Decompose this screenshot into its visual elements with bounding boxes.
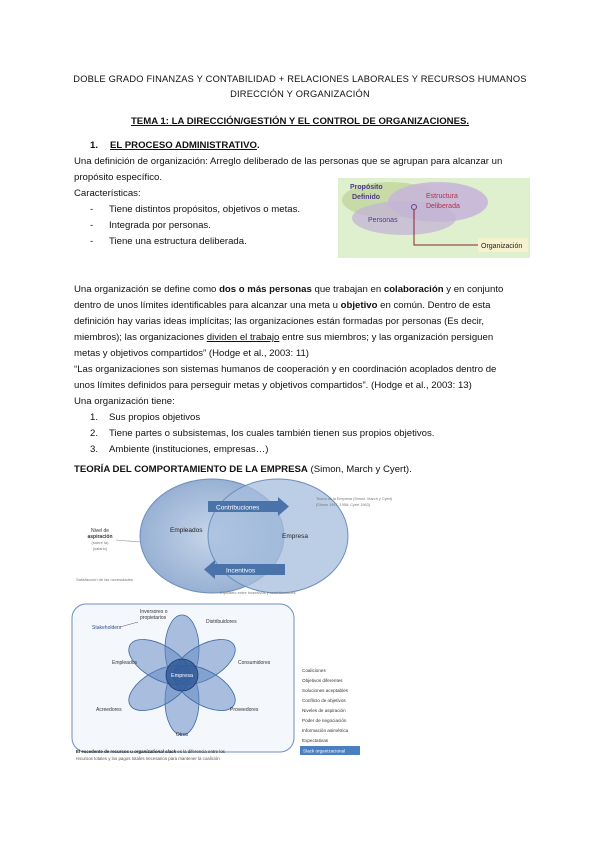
caption-bottom: Equilibrio entre incentivos y contribuciones [220,590,296,595]
label-otros: Otros [175,732,189,738]
label-nivel-4: (salario) [92,546,108,551]
legend-highlight: Slack organizacional [303,748,346,754]
characteristic-item [90,202,301,218]
legend-item: Coaliciones [302,668,326,673]
caption-1a: El excedente de recursos u [76,749,135,754]
incentives-contributions-diagram [70,476,420,598]
item-number: 2. [90,428,99,439]
label-inversores-1: Inversores o [140,609,168,615]
legend-item: Soluciones aceptables [302,688,348,693]
legend-item: Información asimétrica [302,728,349,733]
label-estructura: Estructura [426,193,458,200]
legend-item: Conflicto de objetivos [302,698,346,703]
legend-item: Poder de negociación [302,718,347,723]
label-nivel-1: Nivel de [90,528,110,534]
text-span: dentro de unos límites identificables para alcanzar una meta u [74,300,341,311]
tiene-label: Una organización tiene: [74,396,175,407]
legend-list [300,668,360,755]
characteristic-text: Tiene una estructura deliberada. [109,236,247,247]
label-nivel-2: aspiración [87,534,113,540]
label-proposito: Propósito [350,184,383,191]
section-title [110,138,260,154]
paragraph-line [74,330,493,346]
characteristics-label: Características: [74,188,141,199]
text-span: Una organización se define como [74,284,220,295]
quote-line: unos límites definidos para perseguir metas y objetivos compartidos”. (Hodge et al., 2003: 13) [74,380,472,391]
numbered-item [90,442,269,458]
note-right-2: (Simon 1947, 1958; Cyert 1963) [316,503,371,507]
label-stakeholders: Stakeholders [92,625,122,631]
item-number: 3. [90,444,99,455]
text-span: y en conjunto [443,284,504,295]
legend-item: Objetivos diferentes [302,678,343,683]
quote-line: “Las organizaciones son sistemas humanos de cooperación y en coordinación acoplados dentro de [74,364,497,375]
label-empresa: Empresa [282,533,309,540]
text-span: entre sus miembros; y las organización persiguen [279,332,494,343]
tema-title: TEMA 1: LA DIRECCIÓN/GESTIÓN Y EL CONTROL DE ORGANIZACIONES. [130,116,470,127]
section-number: 1. [90,140,99,151]
bold-span: dos o más personas [219,284,312,295]
teoria-title-rest: (Simon, March y Cyert). [307,464,412,475]
course-subject: DIRECCIÓN Y ORGANIZACIÓN [230,89,370,99]
bold-span: objetivo [340,300,378,311]
organization-venn-diagram [338,178,530,258]
item-text: Ambiente (instituciones, empresas…) [109,444,269,455]
bullet: - [90,236,94,247]
item-number: 1. [90,412,99,423]
caption-line-1 [76,749,226,754]
section-title-text: EL PROCESO ADMINISTRATIVO [110,140,257,151]
caption-line-2: recursos totales y los pagos totales necesarios para mantener la coalición [76,756,220,761]
label-empleados: Empleados [112,660,138,666]
characteristic-text: Integrada por personas. [109,220,211,231]
label-distribuidores: Distribuidores [206,619,237,625]
teoria-title-bold: TEORÍA DEL COMPORTAMIENTO DE LA EMPRESA [74,464,308,475]
nivel-connector [116,540,140,542]
label-organizacion: Organización [481,243,523,250]
paragraph-line: definición hay varias ideas implícitas; las organizaciones están formadas por personas (Es decir, [74,316,485,327]
bullet: - [90,204,94,215]
bullet: - [90,220,94,231]
course-title: DOBLE GRADO FINANZAS Y CONTABILIDAD + RELACIONES LABORALES Y RECURSOS HUMANOS [73,74,527,84]
text-span: miembros); las organizaciones [74,332,207,343]
definition-line-2: propósito específico. [74,172,162,183]
numbered-item [90,426,435,442]
text-span: que trabajan en [311,284,384,295]
item-text: Tiene partes o subsistemas, los cuales también tienen sus propios objetivos. [109,428,435,439]
section-title-end: . [256,140,260,151]
paragraph-line [74,282,503,298]
stakeholders-diagram [70,602,370,772]
label-center: Empresa [170,673,194,679]
caption-left: Satisfacción de las necesidades [76,577,133,582]
item-text: Sus propios objetivos [109,412,201,423]
caption-1c: es la diferencia entre los [176,749,225,754]
label-inversores-2: propietarios [140,615,167,621]
characteristic-item [90,218,211,234]
label-incentivos: Incentivos [226,567,256,575]
paragraph-line: metas y objetivos compartidos” (Hodge et al., 2003: 11) [74,348,309,359]
label-proveedores: Proveedores [230,707,259,713]
bold-span: colaboración [383,284,444,295]
label-nivel-3: (sobre la) [91,540,109,545]
numbered-item [90,410,201,426]
label-deliberada: Deliberada [426,203,460,210]
paragraph-line [74,298,491,314]
note-right-1: Teoría de la Empresa (Simon, March y Cyert) [316,497,393,501]
legend-item: Expectativas [302,738,329,743]
definition-line-1: Una definición de organización: Arreglo deliberado de las personas que se agrupan para alcanzar un [74,156,503,167]
characteristic-item [90,234,247,250]
legend-item: Niveles de aspiración [302,708,346,713]
text-span: en común. Dentro de esta [377,300,491,311]
label-acreedores: Acreedores [96,707,122,713]
label-personas: Personas [368,217,398,224]
underlined-span: dividen el trabajo [206,332,280,343]
caption-1b: organizational slack [134,749,177,754]
characteristic-text: Tiene distintos propósitos, objetivos o metas. [109,204,301,215]
label-contribuciones: Contribuciones [216,504,260,512]
label-definido: Definido [352,194,380,201]
label-consumidores: Consumidores [238,660,271,666]
label-empleados: Empleados [170,527,203,534]
